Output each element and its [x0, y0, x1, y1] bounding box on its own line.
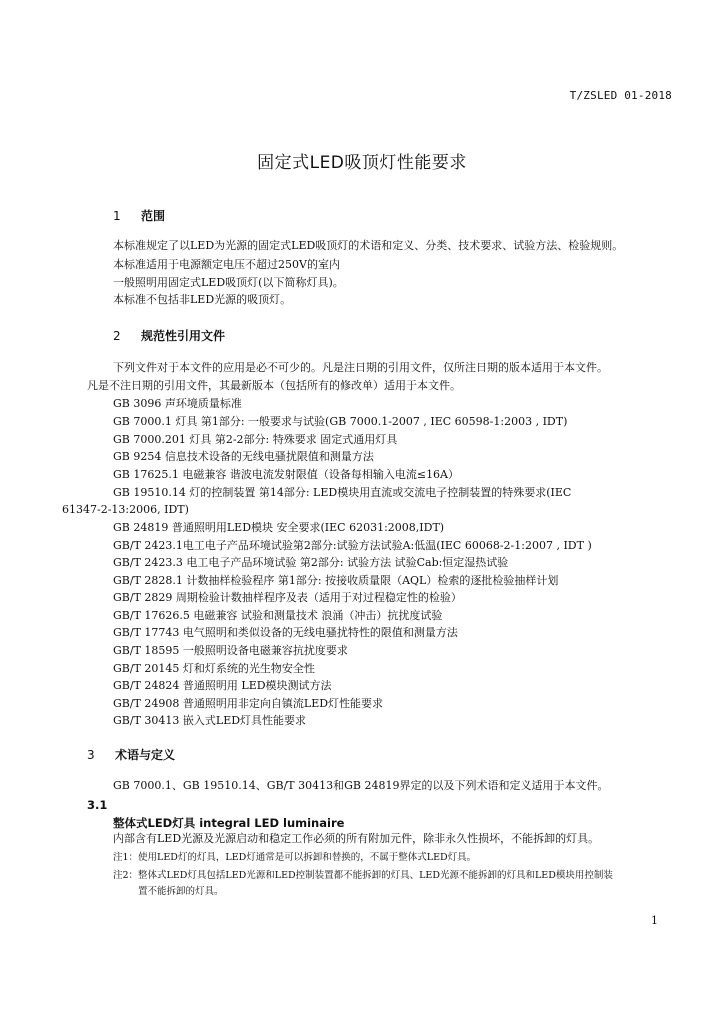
- section-3-intro: GB 7000.1、GB 19510.14、GB/T 30413和GB 24819界定的以及下列术语和定义适用于本文件。: [113, 779, 609, 792]
- section-1-paragraph: 一般照明用固定式LED吸顶灯(以下简称灯具)。: [113, 276, 344, 289]
- reference-item: GB/T 2423.3 电工电子产品环境试验 第2部分: 试验方法 试验Cab:恒定湿热试验: [113, 556, 509, 569]
- reference-item: GB/T 17743 电气照明和类似设备的无线电骚扰特性的限值和测量方法: [113, 626, 458, 639]
- reference-item: GB/T 2423.1电工电子产品环境试验第2部分:试验方法试验A:低温(IEC 60068-2-1:2007 , IDT ): [113, 539, 592, 552]
- note-2-continuation: 置不能拆卸的灯具。: [138, 886, 224, 897]
- term-title: 整体式LED灯具 integral LED luminaire: [113, 816, 345, 830]
- reference-item: GB 7000.201 灯具 第2-2部分: 特殊要求 固定式通用灯具: [113, 433, 398, 446]
- section-1-paragraph: 本标准不包括非LED光源的吸顶灯。: [113, 293, 292, 306]
- section-2-intro: 下列文件对于本文件的应用是必不可少的。凡是注日期的引用文件，仅所注日期的版本适用于本文件。: [113, 361, 608, 374]
- term-definition: 内部含有LED光源及光源启动和稳定工作必须的所有附加元件，除非永久性损坏，不能拆卸的灯具。: [113, 832, 600, 845]
- reference-item: GB 7000.1 灯具 第1部分: 一般要求与试验(GB 7000.1-2007 , IEC 60598-1:2003 , IDT): [113, 415, 568, 428]
- section-1-title: 范围: [141, 209, 166, 223]
- note-1: 注1：使用LED灯的灯具，LED灯通常是可以拆卸和替换的，不属于整体式LED灯具。: [113, 852, 477, 863]
- section-1-paragraph: 本标准规定了以LED为光源的固定式LED吸顶灯的术语和定义、分类、技术要求、试验方法、检验规则。: [113, 239, 624, 252]
- page-number: 1: [651, 914, 658, 927]
- reference-item: GB 19510.14 灯的控制装置 第14部分: LED模块用直流或交流电子控制装置的特殊要求(IEC: [113, 486, 572, 499]
- section-3-title: 术语与定义: [115, 748, 176, 762]
- subsection-number: 3.1: [87, 798, 108, 812]
- reference-item: GB 3096 声环境质量标准: [113, 397, 242, 410]
- document-code: T/ZSLED 01-2018: [569, 89, 672, 102]
- section-3-heading: [87, 746, 175, 763]
- reference-item: GB 24819 普通照明用LED模块 安全要求(IEC 62031:2008,IDT): [113, 521, 445, 534]
- section-1-heading: [113, 207, 165, 224]
- reference-item: GB/T 2828.1 计数抽样检验程序 第1部分: 按接收质量限（AQL）检索的逐批检验抽样计划: [113, 574, 559, 587]
- reference-item: GB/T 24824 普通照明用 LED模块测试方法: [113, 679, 332, 692]
- reference-item: GB/T 20145 灯和灯系统的光生物安全性: [113, 662, 315, 675]
- reference-item-continuation: 61347-2-13:2006, IDT): [62, 503, 189, 516]
- reference-item: GB/T 2829 周期检验计数抽样程序及表（适用于对过程稳定性的检验）: [113, 591, 462, 604]
- reference-item: GB 17625.1 电磁兼容 谐波电流发射限值（设备每相输入电流≤16A）: [113, 468, 460, 481]
- reference-item: GB/T 24908 普通照明用非定向自镇流LED灯性能要求: [113, 697, 384, 710]
- section-2-intro: 凡是不注日期的引用文件，其最新版本（包括所有的修改单）适用于本文件。: [87, 379, 461, 392]
- note-2: 注2：整体式LED灯具包括LED光源和LED控制装置都不能拆卸的灯具、LED光源不能拆卸的灯具和LED模块用控制装: [113, 870, 613, 881]
- section-3-number: 3: [87, 748, 95, 762]
- section-2-number: 2: [113, 329, 121, 343]
- section-1-paragraph: 本标准适用于电源额定电压不超过250V的室内: [113, 258, 340, 271]
- section-2-title: 规范性引用文件: [141, 329, 226, 343]
- section-2-heading: [113, 327, 225, 344]
- reference-item: GB 9254 信息技术设备的无线电骚扰限值和测量方法: [113, 450, 374, 463]
- section-1-number: 1: [113, 209, 121, 223]
- reference-item: GB/T 30413 嵌入式LED灯具性能要求: [113, 714, 307, 727]
- page-title: 固定式LED吸顶灯性能要求: [257, 153, 467, 173]
- reference-item: GB/T 17626.5 电磁兼容 试验和测量技术 浪涌（冲击）抗扰度试验: [113, 609, 443, 622]
- reference-item: GB/T 18595 一般照明设备电磁兼容抗扰度要求: [113, 644, 348, 657]
